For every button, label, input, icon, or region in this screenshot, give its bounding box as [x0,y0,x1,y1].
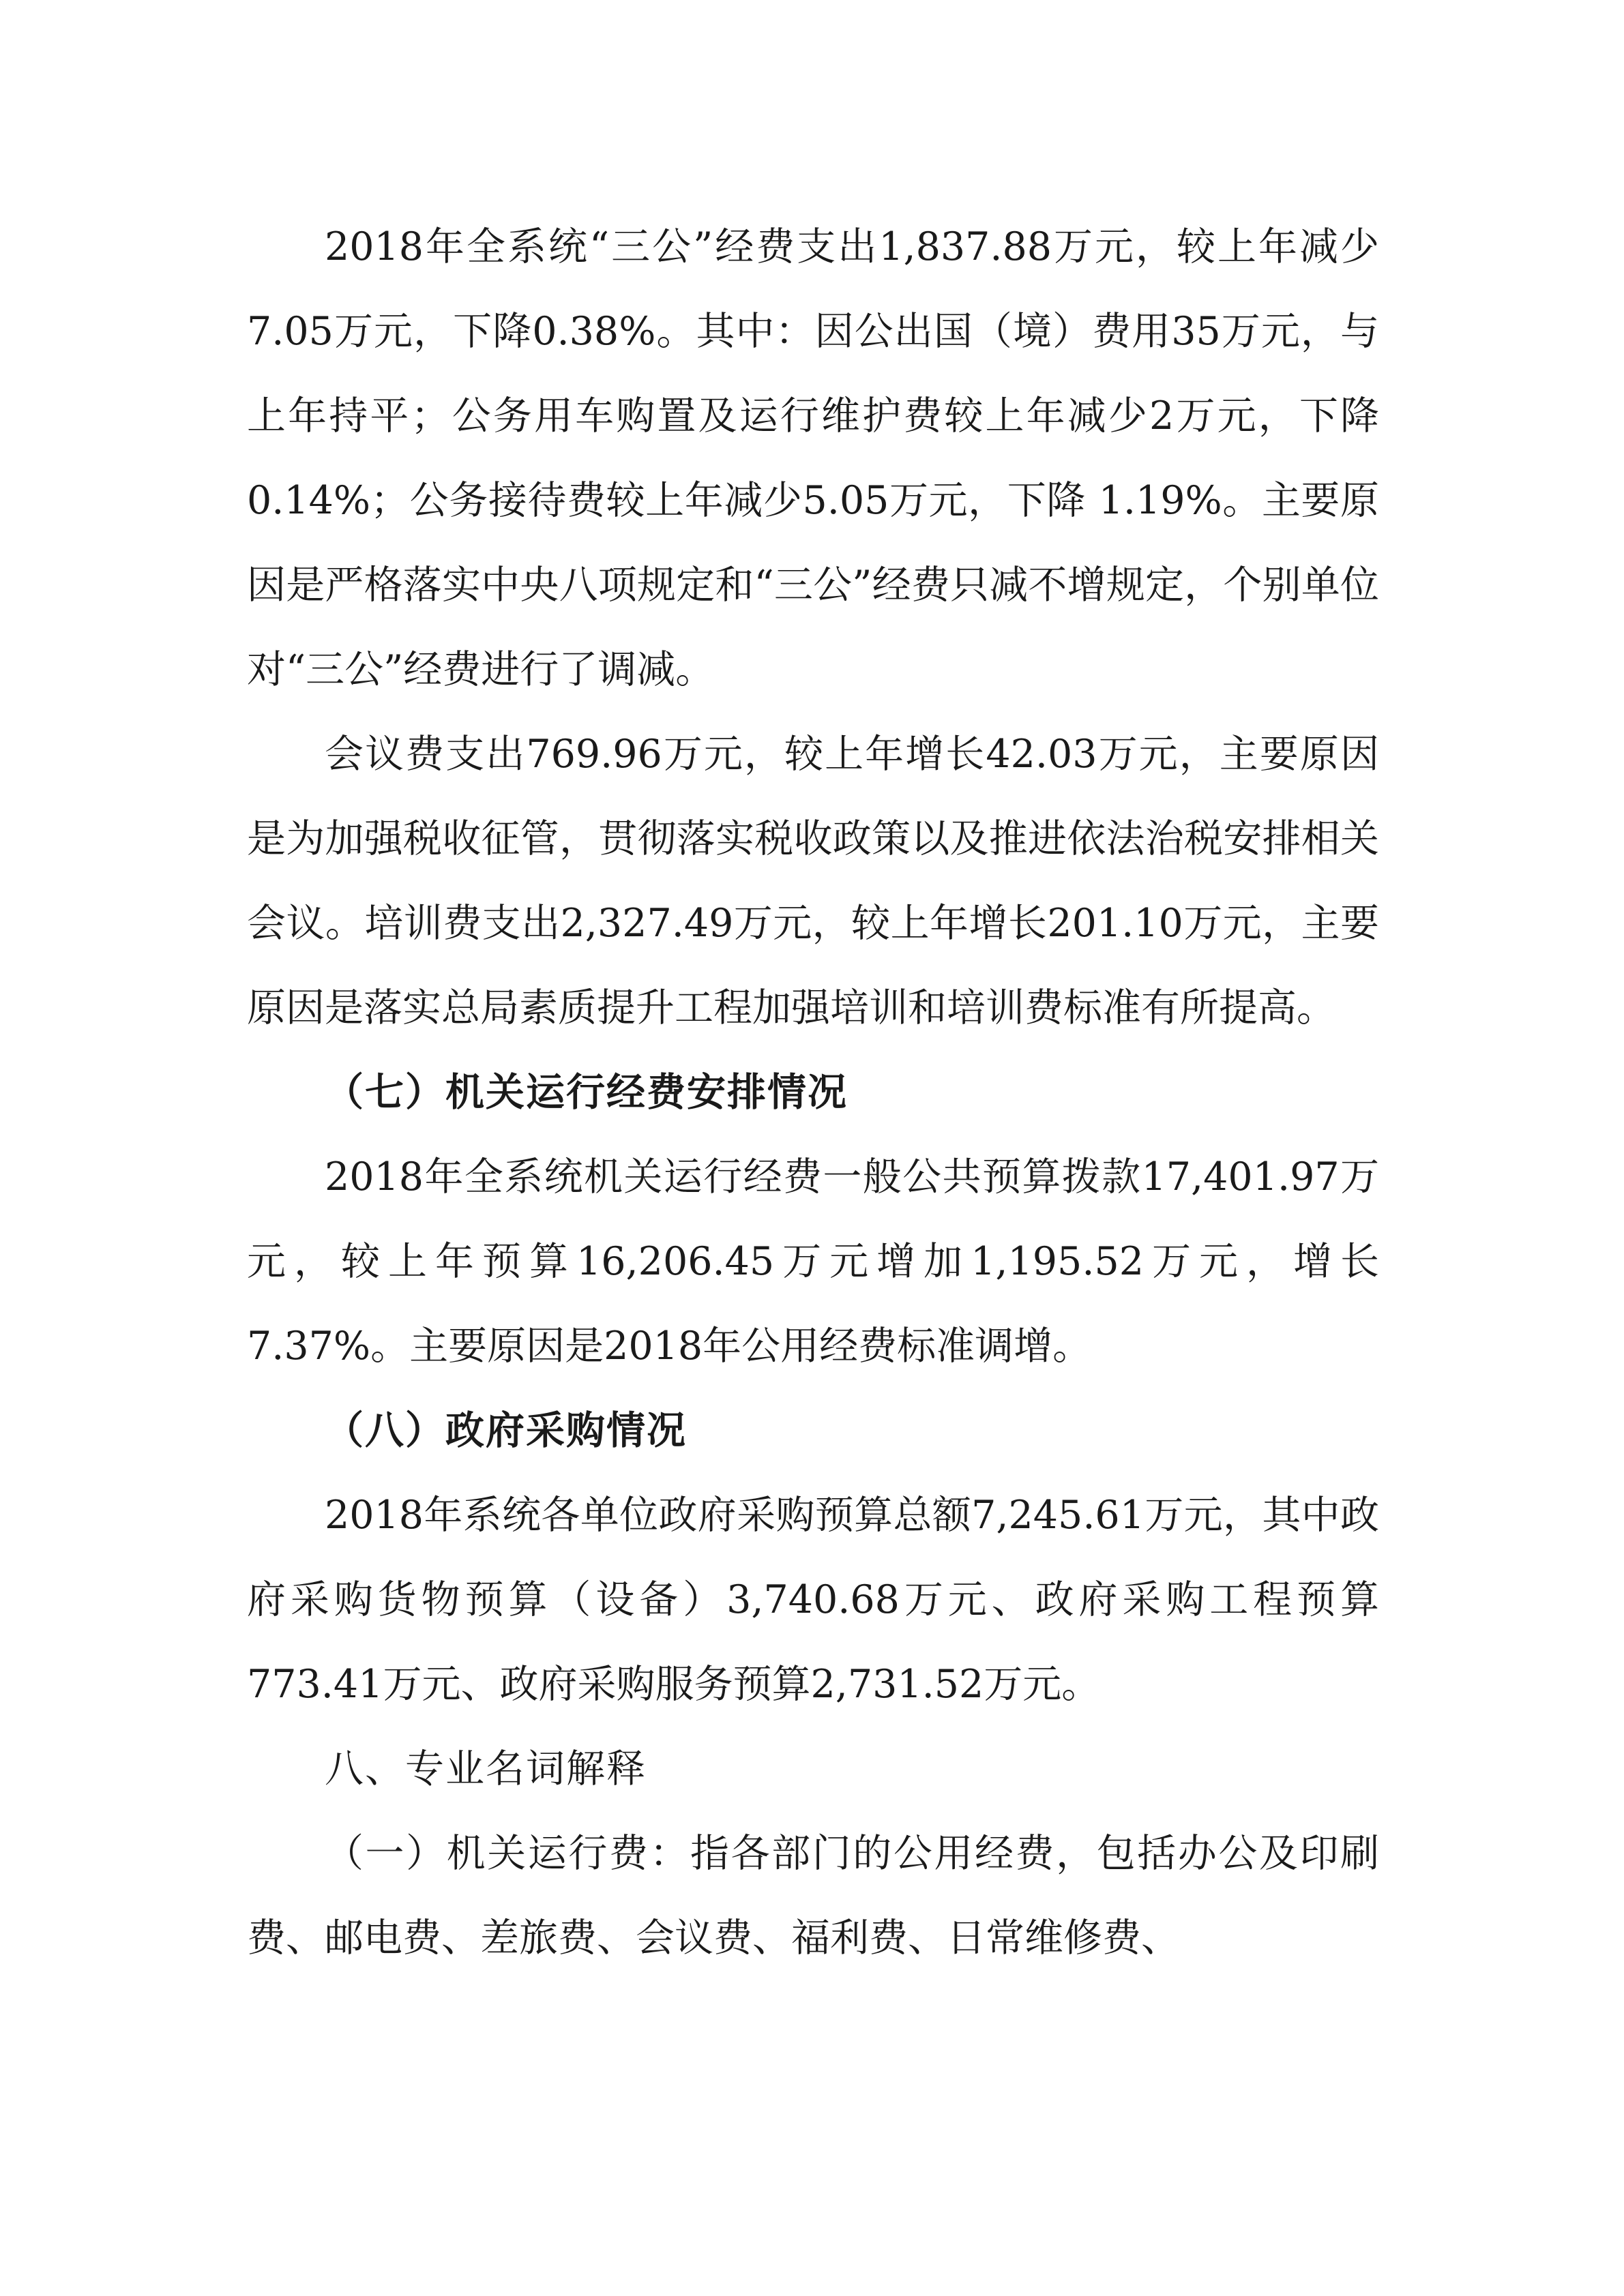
document-body [247,205,1379,1980]
paragraph-operating-expenses: 2018年全系统机关运行经费一般公共预算拨款17,401.97万元，较上年预算16,206.45万元增加1,195.52万元，增长7.37%。主要原因是2018年公用经费标准调增。 [247,1154,1379,1369]
paragraph-term-definition: （一）机关运行费：指各部门的公用经费，包括办公及印刷费、邮电费、差旅费、会议费、福利费、日常维修费、 [247,1831,1379,1960]
subheading-operating-expenses: （七）机关运行经费安排情况 [325,1070,848,1115]
subheading-government-procurement: （八）政府采购情况 [325,1408,687,1453]
section-heading-terms: 八、专业名词解释 [325,1746,647,1791]
paragraph-three-public-expenses: 2018年全系统“三公”经费支出1,837.88万元，较上年减少7.05万元，下降0.38%。其中：因公出国（境）费用35万元，与上年持平；公务用车购置及运行维护费较上年减少2万元，下降0.14%；公务接待费较上年减少5.05万元，下降 1.19%。主要原因是严格落实中央八项规定和“三公”经费只减不增规定，个别单位对“三公”经费进行了调减。 [247,224,1379,692]
paragraph-government-procurement: 2018年系统各单位政府采购预算总额7,245.61万元，其中政府采购货物预算（设备）3,740.68万元、政府采购工程预算773.41万元、政府采购服务预算2,731.52万元。 [247,1493,1379,1707]
paragraph-meeting-training-expenses: 会议费支出769.96万元，较上年增长42.03万元，主要原因是为加强税收征管，贯彻落实税收政策以及推进依法治税安排相关会议。培训费支出2,327.49万元，较上年增长201.10万元，主要原因是落实总局素质提升工程加强培训和培训费标准有所提高。 [247,732,1379,1030]
